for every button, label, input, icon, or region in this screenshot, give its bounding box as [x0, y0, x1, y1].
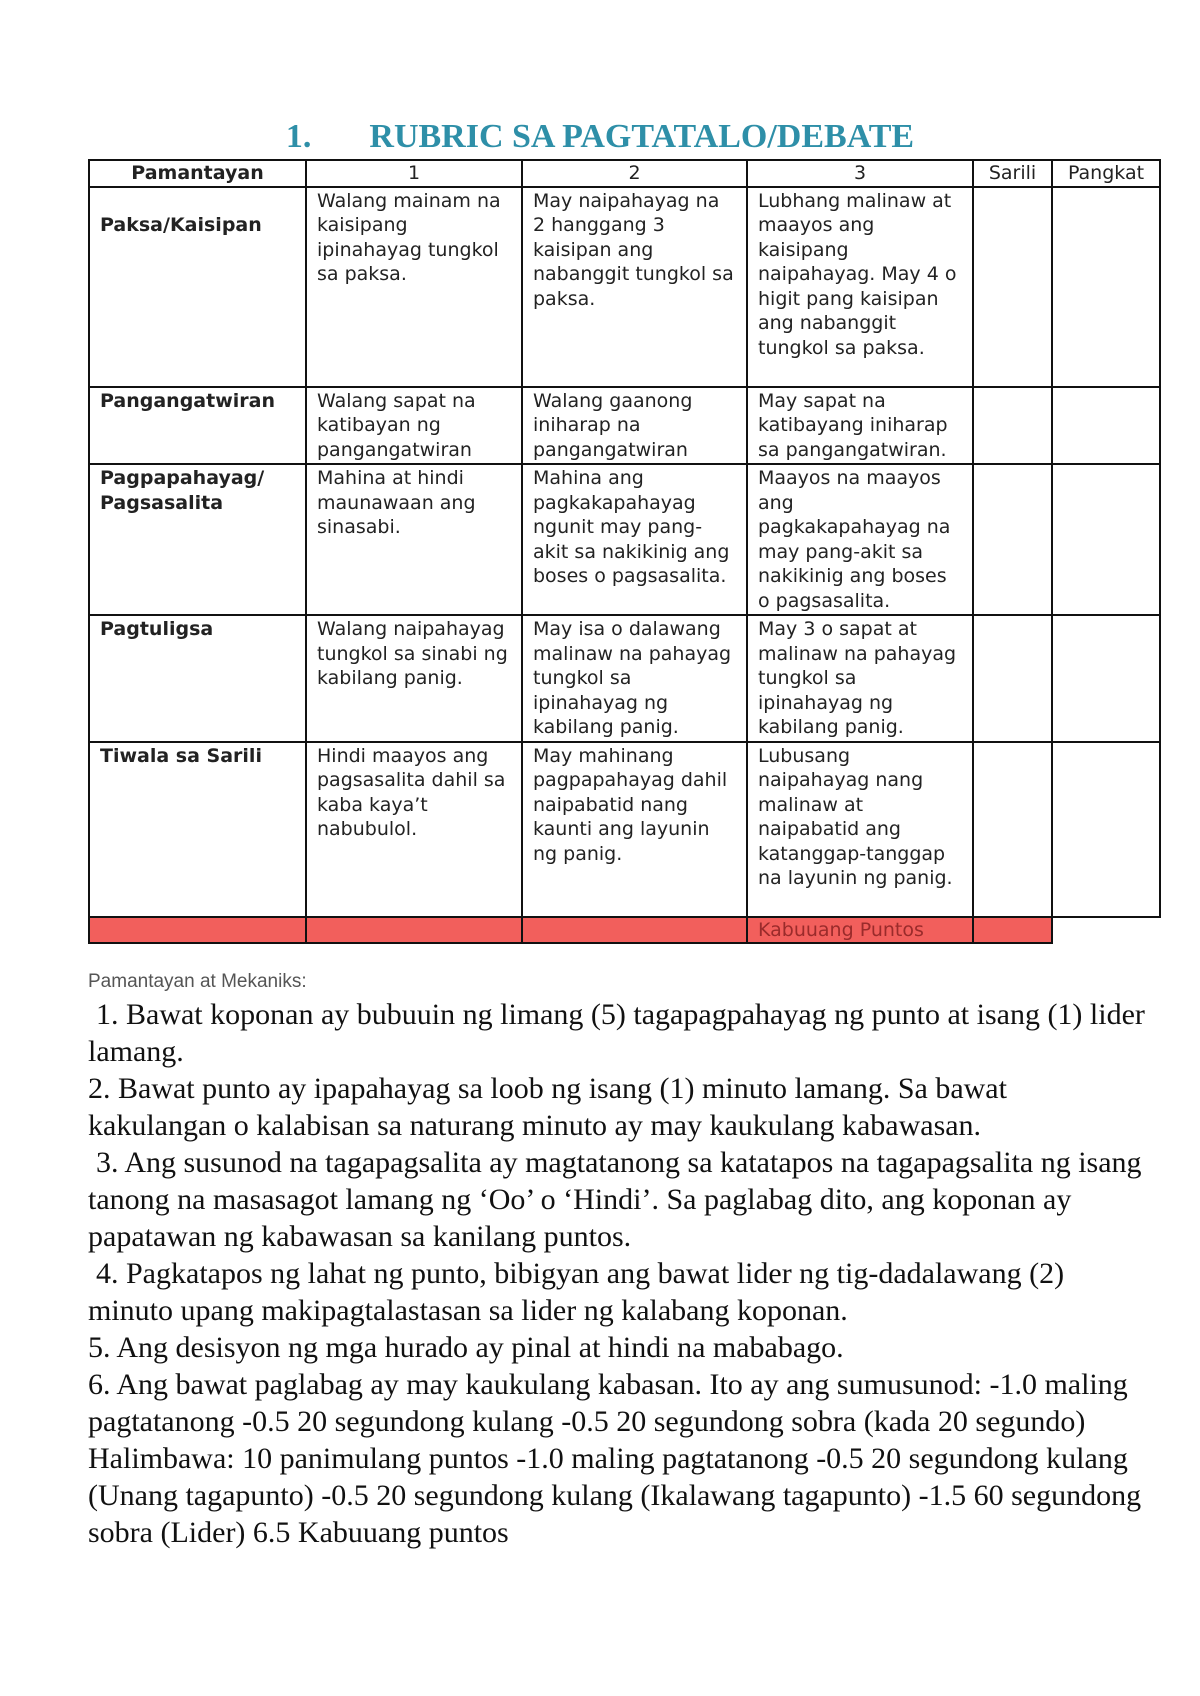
- level-cell: Lubhang malinaw at maayos ang kaisipang naipahayag. May 4 o higit pang kaisipan ang nabanggit tungkol sa paksa.: [747, 187, 973, 387]
- list-item: 3. Ang susunod na tagapagsalita ay magtatanong sa katatapos na tagapagsalita ng isang tanong na masasagot lamang ng ‘Oo’ o ‘Hindi’. Sa paglabag dito, ang koponan ay papatawan ng kabawasan sa kanilang puntos.: [88, 1146, 1142, 1253]
- level-cell: Walang naipahayag tungkol sa sinabi ng kabilang panig.: [306, 615, 522, 742]
- header-level-2: 2: [522, 160, 747, 187]
- level-cell: Walang gaanong iniharap na pangangatwiran: [522, 387, 747, 465]
- criterion-cell: Pangangatwiran: [89, 387, 306, 465]
- criterion-cell: Paksa/Kaisipan: [89, 187, 306, 387]
- level-cell: May naipahayag na 2 hanggang 3 kaisipan ang nabanggit tungkol sa paksa.: [522, 187, 747, 387]
- header-pangkat: Pangkat: [1052, 160, 1160, 187]
- criterion-cell: Pagtuligsa: [89, 615, 306, 742]
- list-item: 1. Bawat koponan ay bubuuin ng limang (5) tagapagpahayag ng punto at isang (1) lider lamang.: [88, 998, 1145, 1068]
- criterion-cell: Tiwala sa Sarili: [89, 742, 306, 917]
- table-row: [89, 742, 1160, 917]
- pangkat-score-cell[interactable]: [1052, 615, 1160, 742]
- header-row: [89, 160, 1160, 187]
- level-cell: Walang mainam na kaisipang ipinahayag tungkol sa paksa.: [306, 187, 522, 387]
- table-row: [89, 187, 1160, 387]
- table-row: [89, 464, 1160, 615]
- total-label: Kabuuang Puntos: [747, 917, 973, 944]
- header-sarili: Sarili: [973, 160, 1052, 187]
- table-row: [89, 615, 1160, 742]
- sarili-score-cell[interactable]: [973, 742, 1052, 917]
- sarili-score-cell[interactable]: [973, 464, 1052, 615]
- document-title: [0, 118, 1200, 156]
- level-cell: Mahina ang pagkakapahayag ngunit may pang-akit sa nakikinig ang boses o pagsasalita.: [522, 464, 747, 615]
- total-empty-cell: [306, 917, 522, 944]
- total-empty-cell: [522, 917, 747, 944]
- title-number: 1.: [285, 118, 312, 155]
- criterion-cell: Pagpapahayag/ Pagsasalita: [89, 464, 306, 615]
- list-item: 4. Pagkatapos ng lahat ng punto, bibigyan ang bawat lider ng tig-dadalawang (2) minuto upang makipagtalastasan sa lider ng kalabang koponan.: [88, 1257, 1065, 1327]
- rubric-table: [88, 159, 1161, 944]
- header-level-1: 1: [306, 160, 522, 187]
- level-cell: Hindi maayos ang pagsasalita dahil sa kaba kaya’t nabubulol.: [306, 742, 522, 917]
- total-row: [89, 917, 1160, 944]
- list-item: 2. Bawat punto ay ipapahayag sa loob ng isang (1) minuto lamang. Sa bawat kakulangan o kalabisan sa naturang minuto ay may kaukulang kabawasan.: [88, 1072, 1007, 1142]
- total-sarili-cell[interactable]: [973, 917, 1052, 944]
- level-cell: May sapat na katibayang iniharap sa pangangatwiran.: [747, 387, 973, 465]
- sarili-score-cell[interactable]: [973, 187, 1052, 387]
- level-cell: Maayos na maayos ang pagkakapahayag na may pang-akit sa nakikinig ang boses o pagsasalita.: [747, 464, 973, 615]
- list-item: 5. Ang desisyon ng mga hurado ay pinal at hindi na mababago.: [88, 1331, 844, 1364]
- table-row: [89, 387, 1160, 465]
- level-cell: Lubusang naipahayag nang malinaw at naipabatid ang katanggap-tanggap na layunin ng panig.: [747, 742, 973, 917]
- pangkat-score-cell[interactable]: [1052, 464, 1160, 615]
- sarili-score-cell[interactable]: [973, 387, 1052, 465]
- level-cell: Walang sapat na katibayan ng pangangatwiran: [306, 387, 522, 465]
- level-cell: May isa o dalawang malinaw na pahayag tungkol sa ipinahayag ng kabilang panig.: [522, 615, 747, 742]
- pangkat-score-cell[interactable]: [1052, 742, 1160, 917]
- total-empty-cell: [89, 917, 306, 944]
- mechanics-list: [88, 996, 1148, 1551]
- pangkat-score-cell[interactable]: [1052, 387, 1160, 465]
- sarili-score-cell[interactable]: [973, 615, 1052, 742]
- pangkat-score-cell[interactable]: [1052, 187, 1160, 387]
- mechanics-label: Pamantayan at Mekaniks:: [88, 971, 307, 992]
- level-cell: May mahinang pagpapahayag dahil naipabatid nang kaunti ang layunin ng panig.: [522, 742, 747, 917]
- title-text: RUBRIC SA PAGTATALO/DEBATE: [369, 118, 915, 155]
- level-cell: Mahina at hindi maunawaan ang sinasabi.: [306, 464, 522, 615]
- level-cell: May 3 o sapat at malinaw na pahayag tungkol sa ipinahayag ng kabilang panig.: [747, 615, 973, 742]
- list-item: 6. Ang bawat paglabag ay may kaukulang kabasan. Ito ay ang sumusunod: -1.0 maling pagtatanong -0.5 20 segundong kulang -0.5 20 segundong sobra (kada 20 segundo) Halimbawa: 10 panimulang puntos -1.0 maling pagtatanong -0.5 20 segundong kulang (Unang tagapunto) -0.5 20 segundong kulang (Ikalawang tagapunto) -1.5 60 segundong sobra (Lider) 6.5 Kabuuang puntos: [88, 1368, 1142, 1549]
- header-level-3: 3: [747, 160, 973, 187]
- header-pamantayan: Pamantayan: [89, 160, 306, 187]
- total-blank-cell: [1052, 917, 1160, 944]
